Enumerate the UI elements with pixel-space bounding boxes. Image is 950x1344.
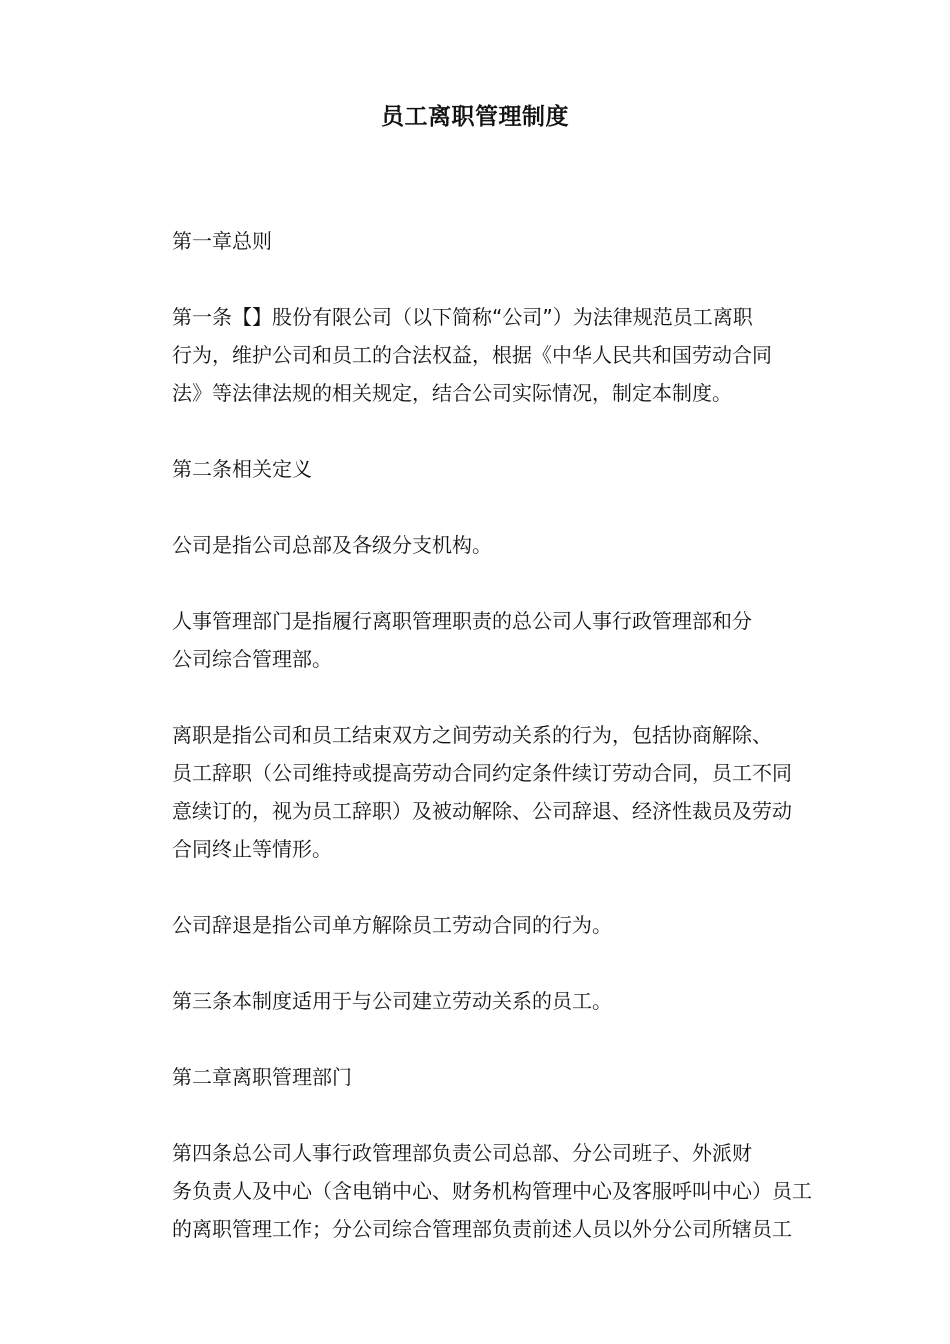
text-line: 第二条相关定义 [172, 457, 312, 481]
text-line: 员工辞职（公司维持或提高劳动合同约定条件续订劳动合同，员工不同 [172, 761, 792, 785]
text-line: 公司综合管理部。 [172, 647, 332, 671]
text-line: 离职是指公司和员工结束双方之间劳动关系的行为，包括协商解除、 [172, 723, 772, 747]
document-body [128, 222, 840, 1286]
text-line: 人事管理部门是指履行离职管理职责的总公司人事行政管理部和分 [172, 609, 752, 633]
text-line: 第一条【】股份有限公司（以下简称“公司”）为法律规范员工离职 [172, 305, 753, 329]
chapter-heading [128, 222, 840, 260]
text-line: 第二章离职管理部门 [172, 1065, 352, 1089]
text-line: 行为，维护公司和员工的合法权益，根据《中华人民共和国劳动合同 [172, 343, 772, 367]
text-line: 公司辞退是指公司单方解除员工劳动合同的行为。 [172, 913, 612, 937]
text-line: 第三条本制度适用于与公司建立劳动关系的员工。 [172, 989, 612, 1013]
text-line: 合同终止等情形。 [172, 837, 332, 861]
text-line: 第一章总则 [172, 229, 272, 253]
definition-paragraph [128, 602, 840, 678]
definition-paragraph [128, 906, 840, 944]
definition-paragraph [128, 716, 840, 868]
text-line: 的离职管理工作；分公司综合管理部负责前述人员以外分公司所辖员工 [172, 1217, 792, 1241]
text-line: 公司是指公司总部及各级分支机构。 [172, 533, 492, 557]
text-line: 意续订的，视为员工辞职）及被动解除、公司辞退、经济性裁员及劳动 [172, 799, 792, 823]
article-heading [128, 450, 840, 488]
text-line: 务负责人及中心（含电销中心、财务机构管理中心及客服呼叫中心）员工 [172, 1179, 812, 1203]
article-paragraph [128, 982, 840, 1020]
text-line: 法》等法律法规的相关规定，结合公司实际情况，制定本制度。 [172, 381, 732, 405]
article-paragraph [128, 298, 840, 412]
text-line: 第四条总公司人事行政管理部负责公司总部、分公司班子、外派财 [172, 1141, 752, 1165]
document-title: 员工离职管理制度 [381, 104, 569, 130]
chapter-heading [128, 1058, 840, 1096]
definition-paragraph [128, 526, 840, 564]
article-paragraph [128, 1134, 840, 1248]
